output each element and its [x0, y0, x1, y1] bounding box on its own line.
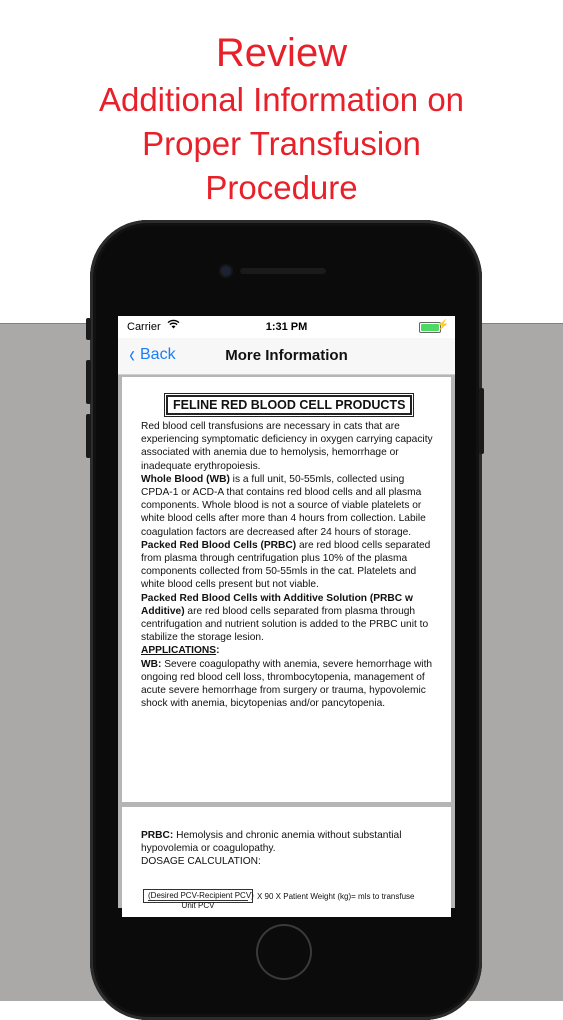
- prbc-text: are red blood cells separated from plasma through centrifugation plus 10% of the plasma components collected from 50-55mls in the cat. Platelets and white blood cells present but not viable.: [141, 539, 431, 591]
- document-page-2: [122, 807, 451, 917]
- mute-switch: [86, 318, 91, 340]
- status-bar: [118, 316, 455, 338]
- volume-down-button: [86, 414, 91, 458]
- whole-blood-text: is a full unit, 50-55mls, collected using CPDA-1 or ACD-A that contains red blood cells and all plasma components. Whole blood is not a source of viable platelets or white blood cells after more than 4 hours from collection. Labile coagulation factors are decreased after 24 hours of storage.: [141, 473, 426, 538]
- earpiece-speaker: [240, 268, 326, 274]
- applications-colon: :: [216, 645, 220, 657]
- whole-blood-label: Whole Blood (WB): [141, 473, 230, 485]
- document-heading: FELINE RED BLOOD CELL PRODUCTS: [166, 395, 412, 415]
- prbc-additive-paragraph: [141, 592, 437, 645]
- volume-up-button: [86, 360, 91, 404]
- promo-headline: [0, 28, 563, 210]
- formula-numerator: (Desired PCV-Recipient PCV): [148, 891, 254, 900]
- formula-denominator: Unit PCV: [181, 901, 215, 910]
- applications-heading: [141, 644, 437, 657]
- promo-subtitle-line-1: Additional Information on: [98, 81, 465, 118]
- prbc-paragraph: [141, 539, 437, 592]
- prbc-label: Packed Red Blood Cells (PRBC): [141, 539, 297, 551]
- dosage-label: DOSAGE CALCULATION:: [141, 856, 261, 868]
- nav-title: More Information: [225, 347, 348, 364]
- charging-bolt-icon: ⚡: [436, 320, 449, 331]
- phone-screen: [118, 316, 455, 908]
- clock: 1:31 PM: [265, 321, 308, 333]
- dosage-heading: [141, 855, 437, 868]
- document-scroll-view[interactable]: [118, 375, 455, 908]
- front-camera: [221, 266, 231, 276]
- formula-box: [143, 889, 254, 910]
- document-page-1: [122, 377, 451, 802]
- formula-rest: X 90 X Patient Weight (kg)= mls to transfuse: [257, 891, 415, 901]
- power-button: [479, 388, 484, 454]
- applications-prbc-paragraph: [141, 829, 437, 855]
- promo-subtitle-line-3: Procedure: [205, 169, 358, 206]
- navigation-bar: [118, 338, 455, 375]
- home-button[interactable]: [256, 924, 312, 980]
- chevron-left-icon: ‹: [129, 341, 135, 368]
- applications-wb-paragraph: [141, 658, 437, 711]
- applications-label: APPLICATIONS: [141, 645, 217, 657]
- applications-prbc-label: PRBC:: [141, 830, 174, 841]
- document-body: [141, 420, 437, 710]
- applications-wb-label: WB:: [141, 658, 162, 670]
- carrier-label: Carrier: [127, 321, 161, 333]
- document-body-2: [141, 829, 437, 869]
- promo-subtitle-line-2: Proper Transfusion: [142, 125, 421, 162]
- whole-blood-paragraph: [141, 473, 437, 539]
- applications-prbc-text: Hemolysis and chronic anemia without substantial hypovolemia or coagulopathy.: [141, 830, 402, 855]
- promo-title: Review: [215, 31, 348, 75]
- applications-wb-text: Severe coagulopathy with anemia, severe hemorrhage with ongoing red blood cell loss, thrombocytopenia, management of acute severe hemorrhage from surgery or trauma, hypovolemic shock with anemia, bicytopenias and/or pancytopenia.: [141, 658, 433, 710]
- back-label: Back: [140, 346, 176, 363]
- dosage-formula: [143, 889, 415, 910]
- prbc-additive-label: Packed Red Blood Cells with Additive Solution (PRBC w Additive): [141, 592, 413, 617]
- intro-paragraph: Red blood cell transfusions are necessary in cats that are experiencing symptomatic deficiency in oxygen carrying capacity associated with anemia due to hemolysis, hemorrhage or inadequate erythropoiesis.: [141, 421, 433, 472]
- prbc-additive-text: are red blood cells separated from plasma through centrifugation and nutrient solution is added to the PRBC unit to stabilize the storage lesion.: [141, 605, 429, 644]
